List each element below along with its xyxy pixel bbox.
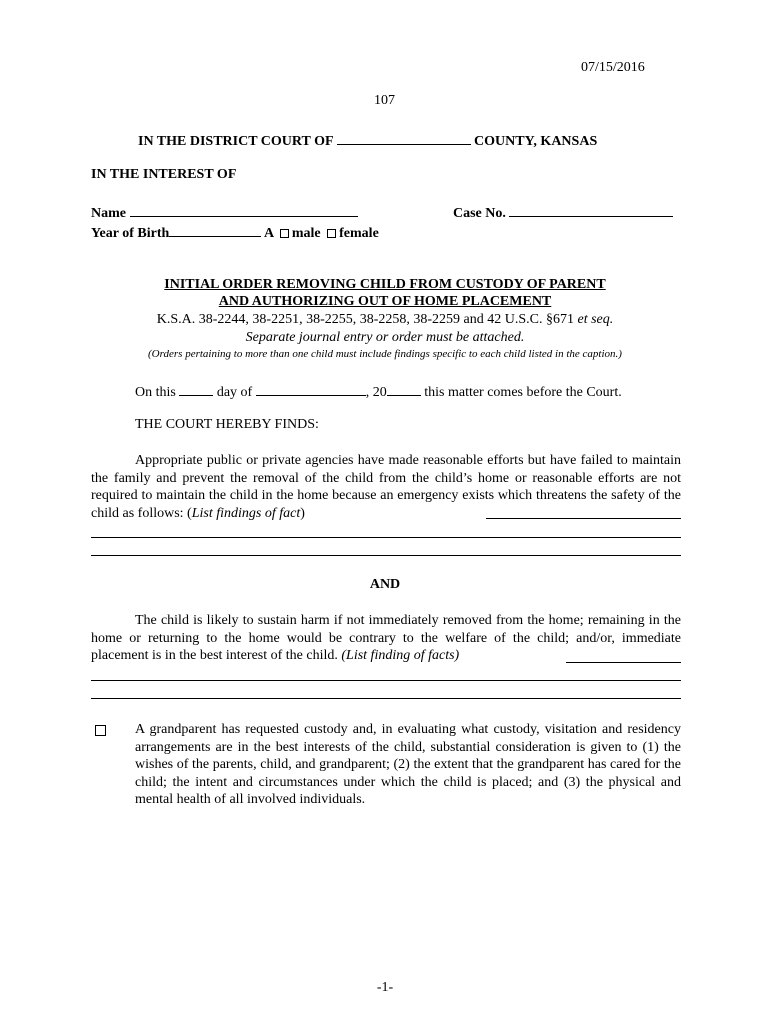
findings-2-blank-line-1[interactable] xyxy=(91,680,681,681)
findings-2-text: The child is likely to sustain harm if not immediately removed from the home; remaining in the home or returning to the home would be contrary to the welfare of the child; and/or, immediate placement is in the best interest of the child. xyxy=(91,613,681,663)
age-label: A xyxy=(264,226,274,241)
male-checkbox[interactable] xyxy=(280,229,289,238)
statute-et-seq: et seq. xyxy=(577,312,614,327)
findings-1-close: ) xyxy=(300,505,305,521)
court-prefix: IN THE DISTRICT COURT OF xyxy=(138,134,334,149)
court-finds-heading: THE COURT HEREBY FINDS: xyxy=(135,417,319,432)
order-title-line1: INITIAL ORDER REMOVING CHILD FROM CUSTODY OF PARENT xyxy=(164,277,606,292)
separate-journal-note: Separate journal entry or order must be attached. xyxy=(245,330,525,345)
findings-1-text: Appropriate public or private agencies have made reasonable efforts but have failed to maintain the family and prevent the removal of the child from the child’s home or reasonable efforts are not required to maintain the child in the home because an emergency exists which threatens the safety of the child as follows: ( xyxy=(91,453,681,521)
county-blank[interactable] xyxy=(337,131,471,145)
comes-before-label: this matter comes before the Court. xyxy=(424,385,622,400)
findings-2-italic: (List finding of facts) xyxy=(341,648,460,663)
and-heading: AND xyxy=(369,577,401,592)
hearing-date-line xyxy=(135,382,622,401)
month-field[interactable] xyxy=(256,382,366,396)
on-this-label: On this xyxy=(135,385,176,400)
multiple-children-note: (Orders pertaining to more than one child must include findings specific to each child listed in the caption.) xyxy=(148,348,622,360)
year-prefix-label: , 20 xyxy=(365,385,387,400)
findings-1-blank-line-1[interactable] xyxy=(91,537,681,538)
birth-year-field[interactable] xyxy=(169,223,261,237)
female-label: female xyxy=(339,226,379,241)
name-label: Name xyxy=(91,206,126,221)
case-label: Case No. xyxy=(453,206,506,221)
year-field[interactable] xyxy=(387,382,421,396)
female-checkbox[interactable] xyxy=(327,229,336,238)
statute-text: K.S.A. 38-2244, 38-2251, 38-2255, 38-2258, 38-2259 and 42 U.S.C. §671 xyxy=(156,312,574,327)
name-field[interactable] xyxy=(130,203,358,217)
findings-2-blank-line-2[interactable] xyxy=(91,698,681,699)
page-number: -1- xyxy=(376,980,394,995)
findings-paragraph-2 xyxy=(91,612,681,665)
findings-paragraph-1 xyxy=(91,452,681,522)
findings-1-blank-inline[interactable] xyxy=(486,518,681,519)
statute-citation xyxy=(0,312,770,328)
interest-of-heading: IN THE INTEREST OF xyxy=(91,167,237,182)
day-field[interactable] xyxy=(179,382,213,396)
day-of-label: day of xyxy=(216,385,253,400)
case-number-field[interactable] xyxy=(509,203,673,217)
court-suffix: COUNTY, KANSAS xyxy=(474,134,598,149)
findings-2-blank-inline[interactable] xyxy=(566,662,681,663)
birth-label: Year of Birth xyxy=(91,226,170,241)
form-number: 107 xyxy=(374,93,395,108)
court-heading xyxy=(138,131,597,150)
grandparent-paragraph: A grandparent has requested custody and, in evaluating what custody, visitation and residency arrangements are in the best interests of the child, substantial consideration is given to (1) the wishes of the parents, child, and grandparent; (2) the extent that the grandparent has cared for the child; the intent and circumstances under which the child is placed; and (3) the physical and mental health of all involved individuals. xyxy=(135,722,681,807)
form-date: 07/15/2016 xyxy=(581,60,645,75)
birth-row xyxy=(91,223,379,242)
grandparent-checkbox[interactable] xyxy=(95,725,106,736)
findings-1-blank-line-2[interactable] xyxy=(91,555,681,556)
case-row xyxy=(453,203,673,222)
male-label: male xyxy=(291,226,321,241)
findings-1-italic: List findings of fact xyxy=(191,505,301,521)
order-title-line2: AND AUTHORIZING OUT OF HOME PLACEMENT xyxy=(218,294,552,309)
name-row xyxy=(91,203,358,222)
